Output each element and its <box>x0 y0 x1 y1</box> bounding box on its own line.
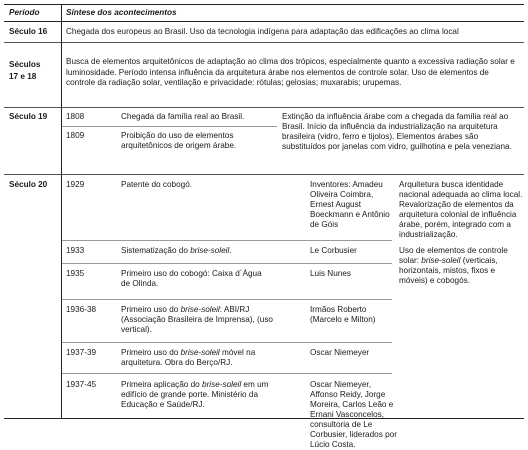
event-term: brise-soleil <box>190 246 230 255</box>
period-label-s16: Século 16 <box>9 27 48 36</box>
s20-event-1937-45 <box>121 380 276 410</box>
s19-event-1808: Chegada da família real ao Brasil. <box>121 112 245 121</box>
s19-event-1809: Proibição do uso de elementos arquitetônicos de origem árabe. <box>121 131 237 150</box>
summary-text: (verticais, horizontais, mistos, fixos e móveis) e cobogós. <box>399 256 498 285</box>
s20-year-1935: 1935 <box>66 269 85 278</box>
header-synthesis: Síntese dos acontecimentos <box>66 8 177 17</box>
event-term: brise-soleil <box>180 348 220 357</box>
s16-text: Chegada dos europeus ao Brasil. Uso da tecnologia indígena para adaptação das edificações ao clima local <box>66 27 459 36</box>
row-divider-s17 <box>4 107 524 108</box>
s20-entry-divider-2 <box>62 263 392 264</box>
s20-entry-divider-3 <box>62 299 392 300</box>
s20-people-1933: Le Corbusier <box>310 246 357 255</box>
period-label-s20: Século 20 <box>9 180 48 189</box>
s20-year-1929: 1929 <box>66 180 85 189</box>
s20-year-1937-39: 1937-39 <box>66 348 97 357</box>
s19-year-1808: 1808 <box>66 112 85 121</box>
s20-summary <box>399 180 523 286</box>
s20-event-1935: Primeiro uso do cobogó: Caixa d´Água de Olinda. <box>121 269 262 288</box>
column-divider <box>61 4 62 418</box>
period-label-line2: 17 e 18 <box>9 72 37 81</box>
s20-year-1933: 1933 <box>66 246 85 255</box>
event-text: . <box>229 246 232 255</box>
s20-summary-p1: Arquitetura busca identidade nacional adequada ao clima local. Revalorização de elementos da arquitetura colonial de influência árabe, porém, integrado com a industrialização. <box>399 180 523 239</box>
period-label-line1: Séculos <box>9 60 41 69</box>
header-bottom-border <box>4 21 524 22</box>
summary-term: brise-soleil <box>421 256 461 265</box>
s20-people-1935: Luis Nunes <box>310 269 351 278</box>
summary-text: Uso de elementos de controle solar: <box>399 246 508 265</box>
event-text: Sistematização do <box>121 246 191 255</box>
s20-entry-divider-4 <box>62 342 392 343</box>
period-label-s17-18 <box>9 59 40 83</box>
s20-event-1929: Patente do cobogó. <box>121 180 193 189</box>
s20-year-1937-45: 1937-45 <box>66 380 97 389</box>
s20-entry-divider-1 <box>62 240 392 241</box>
table-bottom-border <box>4 418 524 419</box>
event-text: em um edifício de grande porte. Ministério da Educação e Saúde/RJ. <box>121 380 269 409</box>
header-period: Período <box>9 8 40 17</box>
event-term: brise-soleil <box>180 305 220 314</box>
s20-year-1936-38: 1936-38 <box>66 305 97 314</box>
event-text: móvel na arquitetura. Obra do Berço/RJ. <box>121 348 256 367</box>
table-top-border <box>4 4 524 5</box>
s20-people-1937-39: Oscar Niemeyer <box>310 348 370 357</box>
s20-summary-p2 <box>399 246 523 286</box>
s20-event-1937-39 <box>121 348 281 368</box>
event-text: : ABI/RJ (Associação Brasileira de Imprensa), (uso vertical). <box>121 305 273 334</box>
event-text: Primeiro uso do <box>121 305 181 314</box>
s20-event-1933 <box>121 246 301 256</box>
row-divider-s16 <box>4 42 524 43</box>
event-text: Primeiro uso do <box>121 348 181 357</box>
s20-people-1937-45: Oscar Niemeyer, Affonso Reidy, Jorge Moreira, Carlos Leão e Ernani Vasconcelos, consultoria de Le Corbusier, liderados por Lúcio Costa. <box>310 380 397 449</box>
s20-entry-divider-5 <box>62 373 392 374</box>
s19-summary: Extinção da influência árabe com a chegada da família real ao Brasil. Início da influência da industrialização na arquitetura brasileira (vidro, ferro e tijolos). Elementos árabes são substituídos por janelas com vidro, guilhotina e pela veneziana. <box>282 112 512 151</box>
s19-entry-divider <box>62 126 277 127</box>
row-divider-s19 <box>4 174 524 175</box>
s20-people-1936-38: Irmãos Roberto (Marcelo e Milton) <box>310 305 376 324</box>
event-text: Primeira aplicação do <box>121 380 203 389</box>
event-term: brise-soleil <box>202 380 242 389</box>
s20-event-1936-38 <box>121 305 273 335</box>
s20-people-1929: Inventores: Amadeu Oliveira Coimbra, Ernest August Boeckmann e Antônio de Góis <box>310 180 390 229</box>
s19-year-1809: 1809 <box>66 131 85 140</box>
s17-text: Busca de elementos arquitetônicos de adaptação ao clima dos trópicos, especialmente quanto a excessiva radiação solar e luminosidade. Período intensa influência da arquitetura árabe nos elementos de controle solar. Uso de elementos de controle da radiação solar, ventilação e privacidade: rótulas; gelosias; muxarabis; urupemas. <box>66 57 515 87</box>
period-label-s19: Século 19 <box>9 112 48 121</box>
